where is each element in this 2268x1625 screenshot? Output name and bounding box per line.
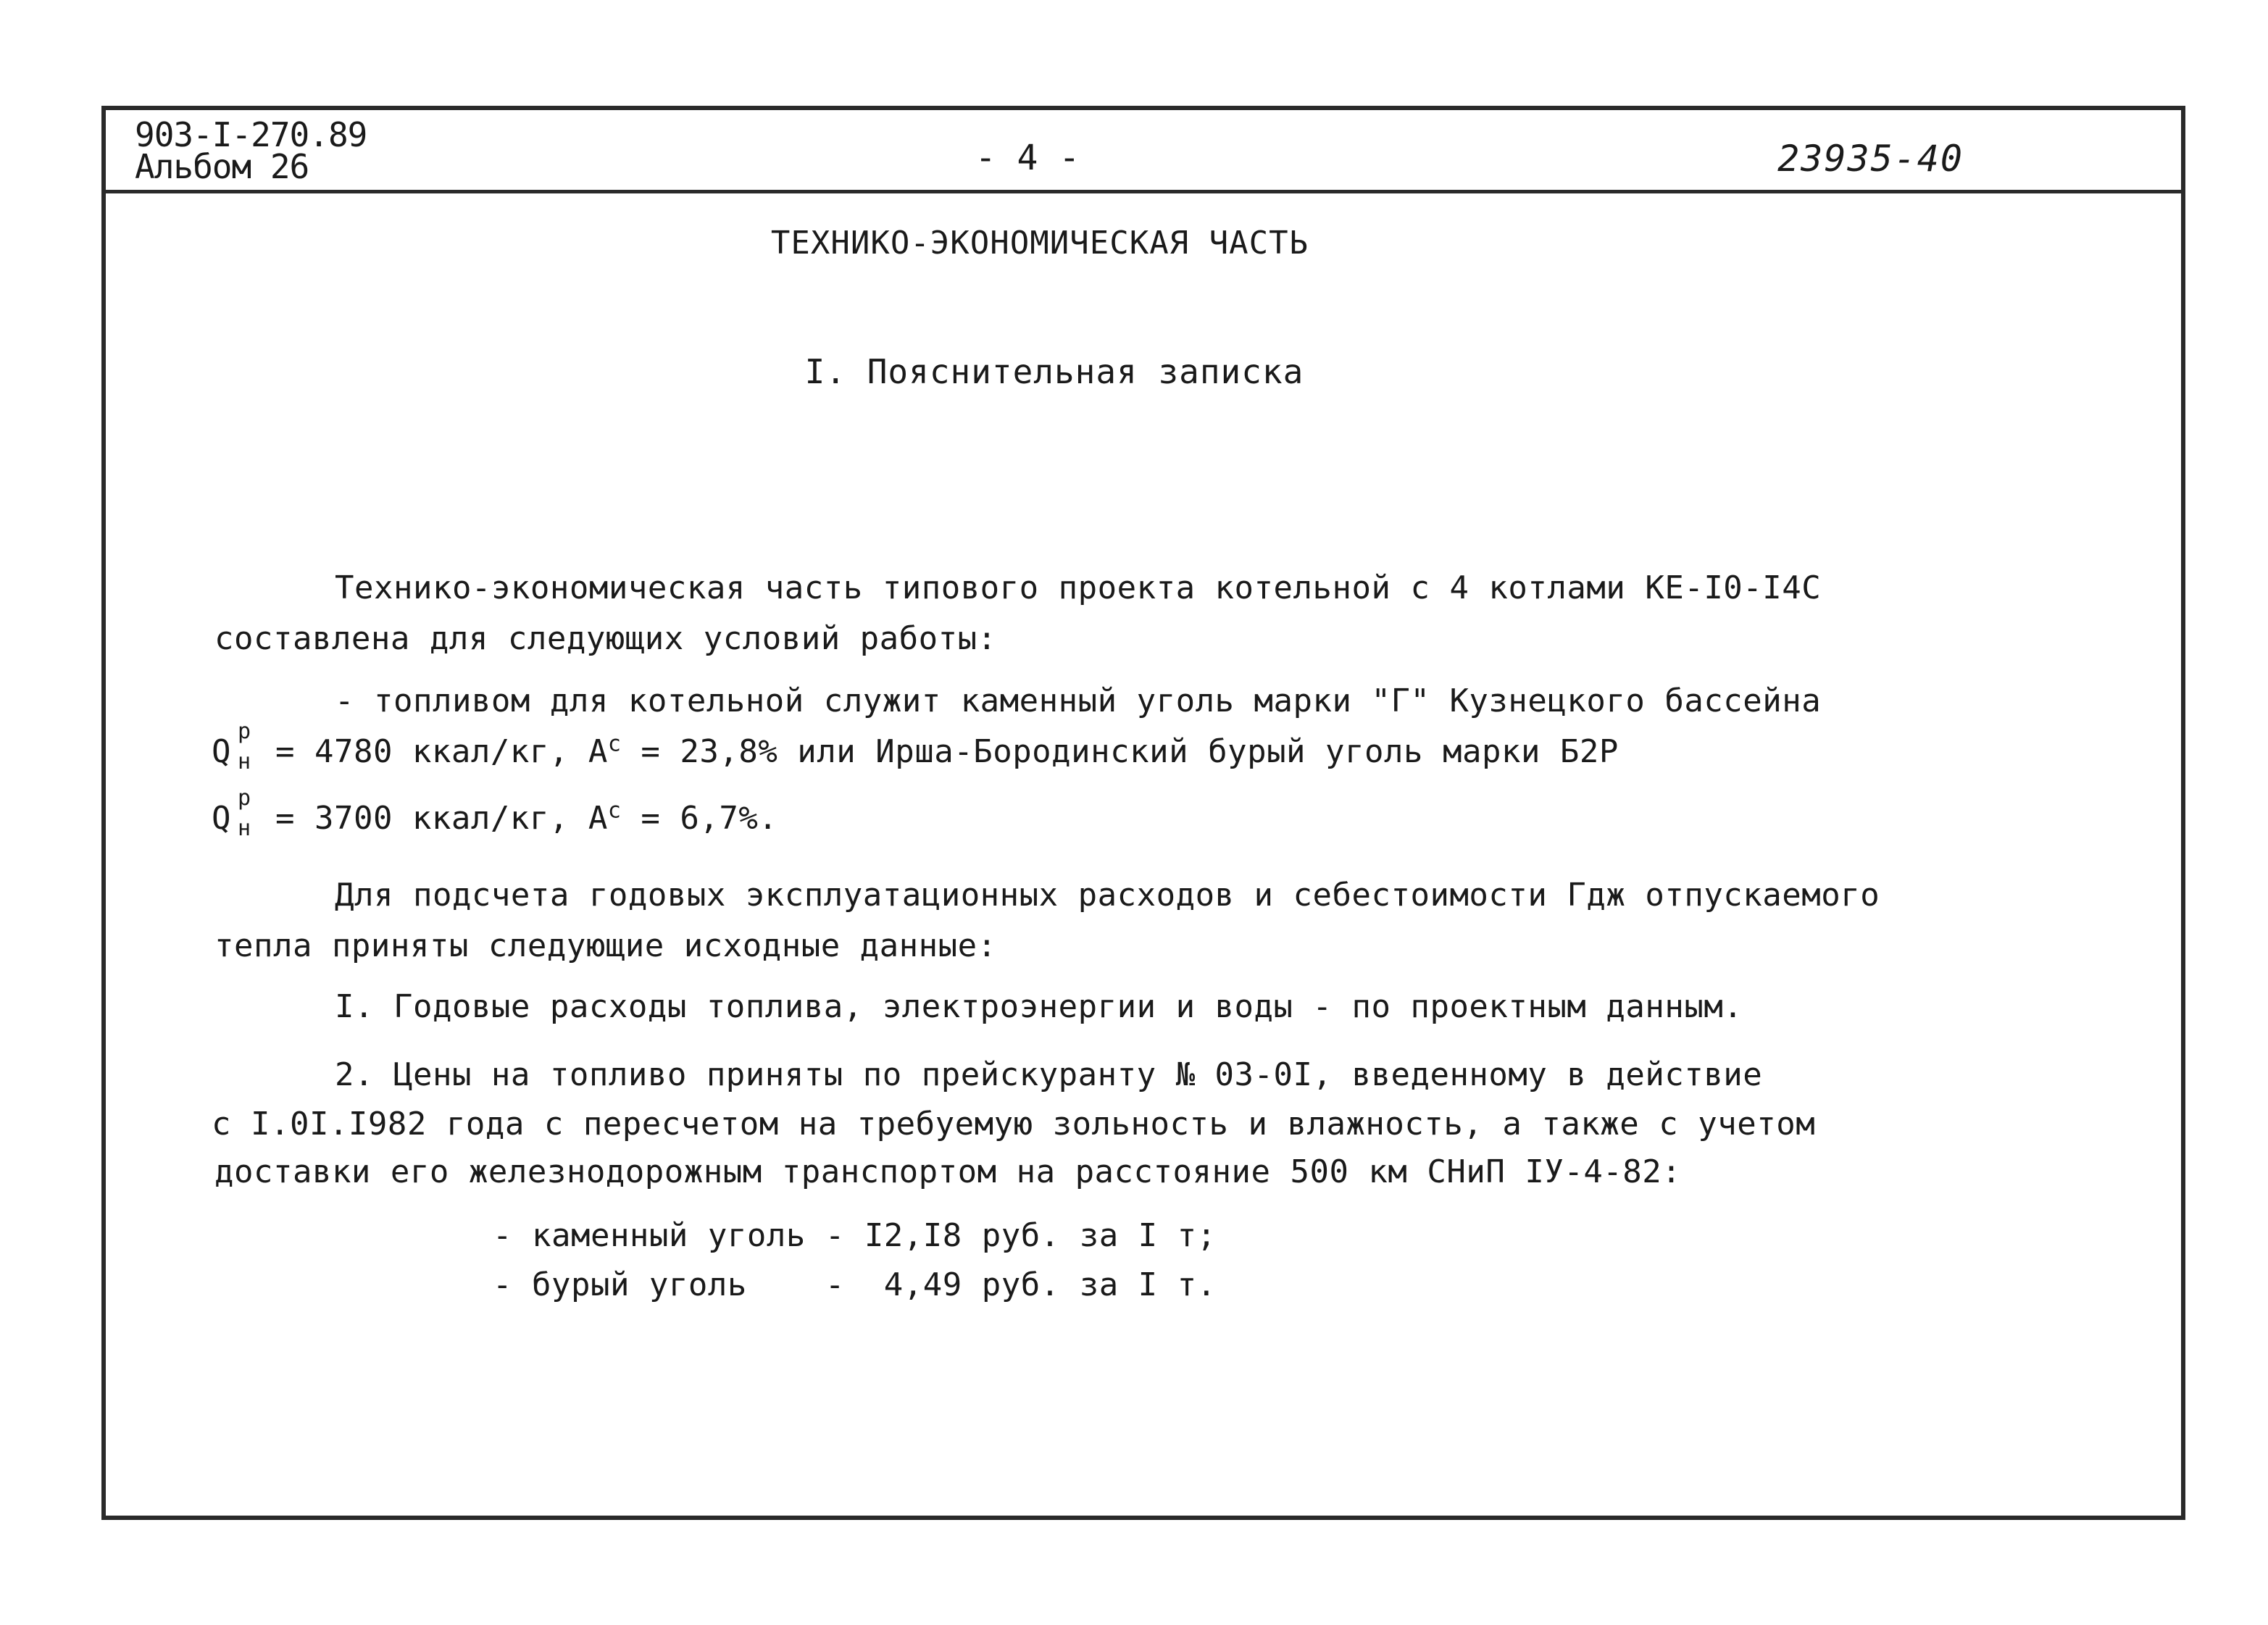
price-item: - каменный уголь - I2,I8 руб. за I т; <box>493 1217 1217 1254</box>
list-item: 2. Цены на топливо приняты по прейскуранту № 03-0I, введенному в действие <box>335 1056 1763 1093</box>
list-item: I. Годовые расходы топлива, электроэнергии и воды - по проектным данным. <box>335 988 1743 1025</box>
paragraph-line: тепла приняты следующие исходные данные: <box>214 927 997 964</box>
heat-value-symbol: Q p н <box>212 719 251 774</box>
paragraph-line: Для подсчета годовых эксплуатационных расходов и себестоимости Гдж отпускаемого <box>335 877 1880 914</box>
album-number: Альбом 26 <box>135 147 309 186</box>
document-series: 903-I-270.89 <box>135 115 367 154</box>
subsection-title: I. Пояснительная записка <box>804 352 1304 391</box>
paragraph-line: Технико-экономическая часть типового проекта котельной с 4 котлами КЕ-I0-I4C <box>335 569 1822 606</box>
price-item: - бурый уголь - 4,49 руб. за I т. <box>493 1266 1217 1303</box>
paragraph-line: составлена для следующих условий работы: <box>214 620 997 657</box>
inventory-number: 23935-40 <box>1777 138 1964 180</box>
page-number: - 4 - <box>975 138 1080 178</box>
paragraph-line: с I.0I.I982 года с пересчетом на требуемую зольность и влажность, а также с учетом <box>212 1106 1816 1142</box>
section-title: ТЕХНИКО-ЭКОНОМИЧЕСКАЯ ЧАСТЬ <box>770 225 1309 262</box>
paragraph-line: доставки его железнодорожным транспортом на расстояние 500 км СНиП IУ-4-82: <box>214 1153 1682 1190</box>
formula-line: Q p н = 3700 ккал/кг, $A^c = 6,7\%$. <box>212 785 778 841</box>
formula-line: Q p н = 4780 ккал/кг, $A^c = 23,8\%$ или Ирша-Бородинский бурый уголь марки Б2Р <box>212 719 1619 774</box>
heat-value-symbol: Q p н <box>212 785 251 841</box>
paragraph-line: - топливом для котельной служит каменный уголь марки "Г" Кузнецкого бассейна <box>335 682 1822 719</box>
